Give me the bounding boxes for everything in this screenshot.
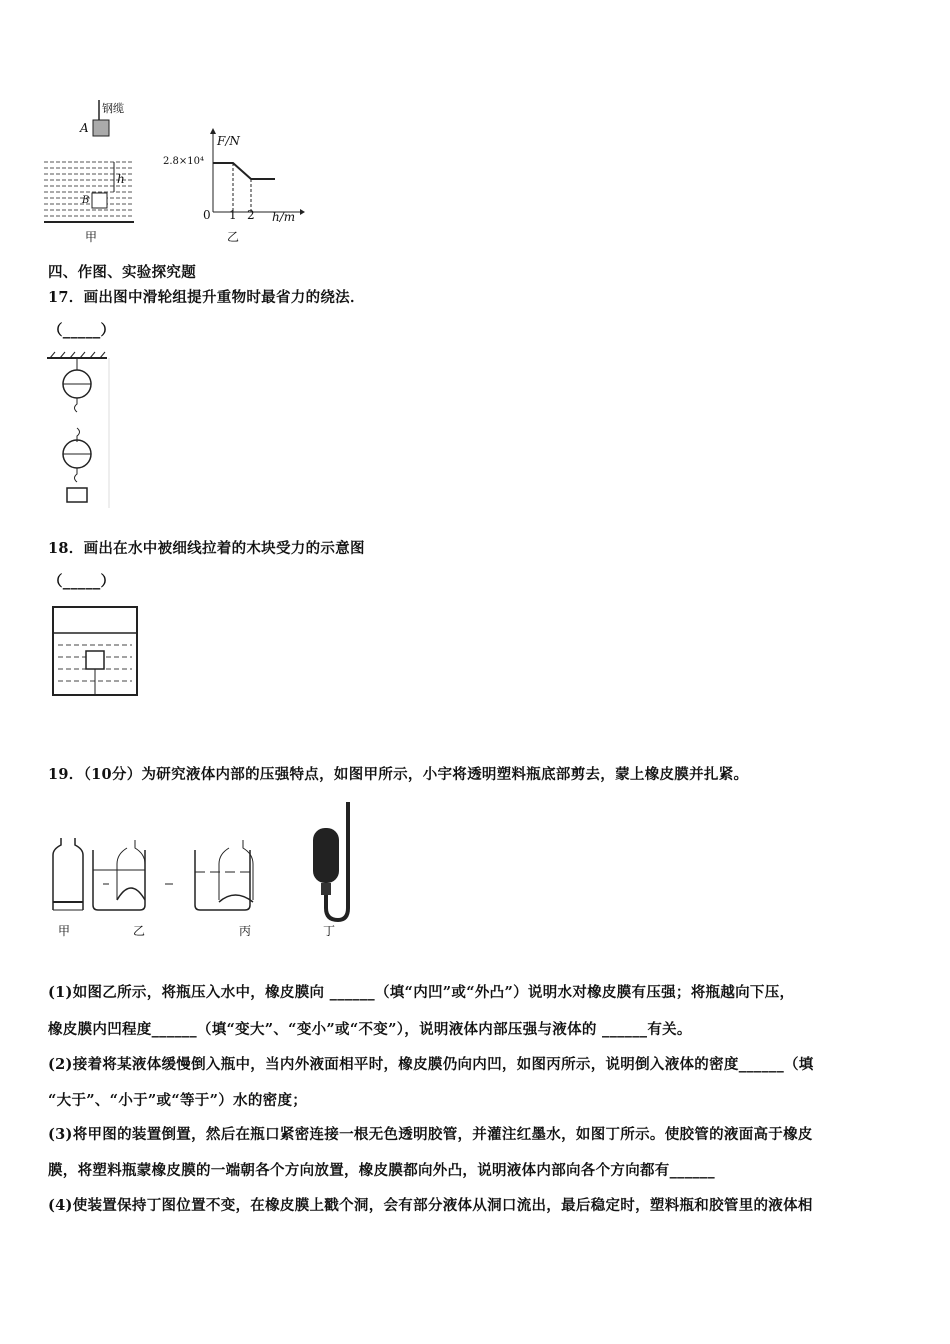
caption-jia-19: 甲 xyxy=(58,924,71,938)
caption-yi: 乙 xyxy=(227,230,240,244)
question-19-part-3b: 膜，将塑料瓶蒙橡皮膜的一端朝各个方向放置，橡皮膜都向外凸，说明液体内部向各个方向都有______ xyxy=(48,1162,715,1179)
wooden-block-in-water-figure xyxy=(50,605,142,699)
x-tick-0: 0 xyxy=(203,208,211,222)
question-17-answer-blank: （_____） xyxy=(48,322,116,339)
section-title: 四、作图、实验探究题 xyxy=(48,264,196,281)
block-a-label: A xyxy=(80,121,89,135)
y-tick-label: 2.8×10⁴ xyxy=(163,156,205,167)
question-19-part-3a: (3)将甲图的装置倒置，然后在瓶口紧密连接一根无色透明胶管，并灌注红墨水，如图丁所示。使胶管的液面高于橡皮 xyxy=(48,1126,813,1143)
bottle-experiment-figure xyxy=(45,800,365,930)
question-19-part-2a: (2)接着将某液体缓慢倒入瓶中，当内外液面相平时，橡皮膜仍向内凹，如图丙所示，说明倒入液体的密度______（填 xyxy=(48,1056,814,1073)
question-18-text: 18．画出在水中被细线拉着的木块受力的示意图 xyxy=(48,540,365,557)
block-b-label: B xyxy=(82,195,90,206)
caption-yi-19: 乙 xyxy=(133,924,146,938)
question-19-part-4: (4)使装置保持丁图位置不变，在橡皮膜上戳个洞，会有部分液体从洞口流出，最后稳定时，塑料瓶和胶管里的液体相 xyxy=(48,1197,813,1214)
x-axis-label: h/m xyxy=(272,210,296,224)
caption-jia: 甲 xyxy=(85,230,98,244)
h-label: h xyxy=(117,172,125,186)
x-tick-2: 2 xyxy=(247,208,255,222)
question-19-text: 19．（10分）为研究液体内部的压强特点，如图甲所示，小宇将透明塑料瓶底部剪去，蒙上橡皮膜并扎紧。 xyxy=(48,766,749,783)
question-18-answer-blank: （_____） xyxy=(48,573,116,590)
question-19-part-1a: (1)如图乙所示，将瓶压入水中，橡皮膜向 ______（填“内凹”或“外凸”）说明水对橡皮膜有压强；将瓶越向下压， xyxy=(48,984,795,1001)
pulley-system-figure xyxy=(45,350,115,510)
caption-ding-19: 丁 xyxy=(323,924,336,938)
x-tick-1: 1 xyxy=(229,208,237,222)
figure-jia-diagram xyxy=(42,100,142,230)
cable-label: 钢缆 xyxy=(102,102,124,115)
y-axis-label: F/N xyxy=(217,134,240,148)
question-19-part-2b: “大于”、“小于”或“等于”）水的密度； xyxy=(48,1092,308,1109)
caption-bing-19: 丙 xyxy=(239,924,252,938)
question-19-part-1b: 橡皮膜内凹程度______（填“变大”、“变小”或“不变”），说明液体内部压强与液体的 ______有关。 xyxy=(48,1021,692,1038)
question-17-text: 17．画出图中滑轮组提升重物时最省力的绕法． xyxy=(48,289,365,306)
